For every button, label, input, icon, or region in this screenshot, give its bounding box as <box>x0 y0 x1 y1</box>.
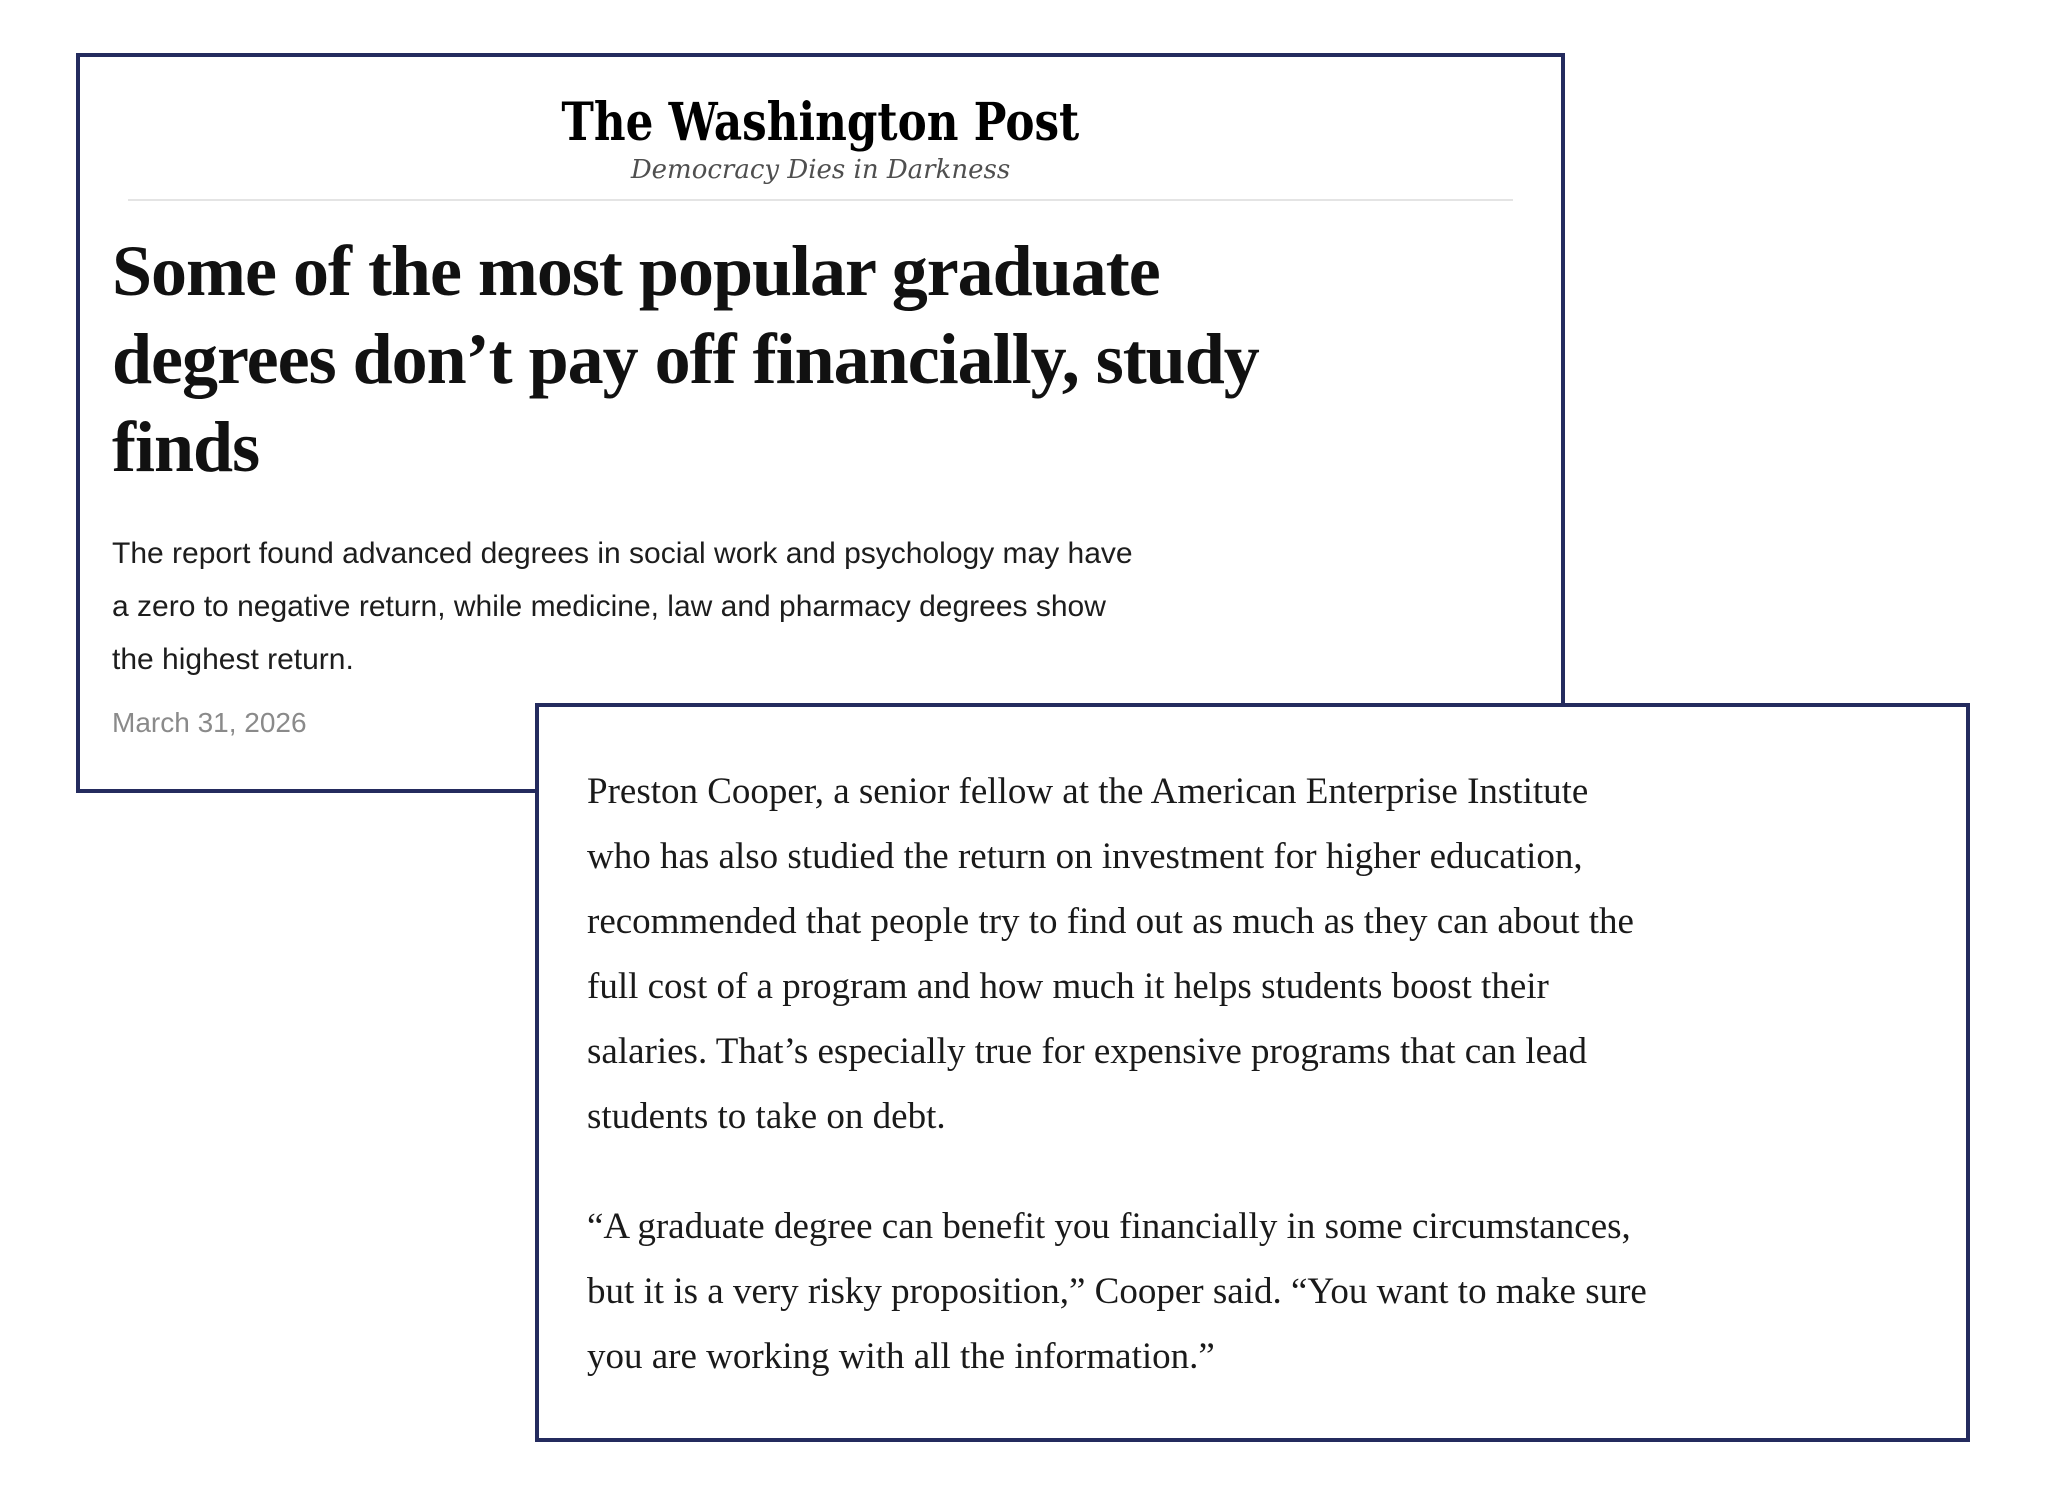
article-subheadline <box>112 527 1529 686</box>
headline-line: Some of the most popular graduate <box>112 231 1160 311</box>
article-headline <box>112 227 1529 491</box>
body-text-line: recommended that people try to find out as much as they can about the <box>587 901 1634 942</box>
headline-card <box>76 53 1565 793</box>
excerpt-card <box>535 703 1970 1442</box>
subheadline-line: the highest return. <box>112 643 354 676</box>
body-text-line: students to take on debt. <box>587 1096 946 1137</box>
subheadline-line: The report found advanced degrees in social work and psychology may have <box>112 537 1133 570</box>
body-text-line: “A graduate degree can benefit you financially in some circumstances, <box>587 1206 1631 1247</box>
subheadline-line: a zero to negative return, while medicine, law and pharmacy degrees show <box>112 590 1106 623</box>
masthead-tagline: Democracy Dies in Darkness <box>630 155 1011 185</box>
masthead-block <box>112 93 1529 185</box>
body-text-line: but it is a very risky proposition,” Cooper said. “You want to make sure <box>587 1271 1647 1312</box>
washington-post-masthead: The Washington Post <box>561 92 1080 153</box>
body-text-line: salaries. That’s especially true for expensive programs that can lead <box>587 1031 1587 1072</box>
article-date: March 31, 2026 <box>112 707 307 738</box>
headline-line: degrees don’t pay off financially, study <box>112 319 1259 399</box>
excerpt-paragraph-1 <box>587 759 1918 1149</box>
body-text-line: you are working with all the information.” <box>587 1336 1215 1377</box>
body-text-line: who has also studied the return on investment for higher education, <box>587 836 1583 877</box>
body-text-line: full cost of a program and how much it helps students boost their <box>587 966 1549 1007</box>
masthead-divider <box>128 199 1513 201</box>
body-text-line: Preston Cooper, a senior fellow at the American Enterprise Institute <box>587 771 1589 812</box>
excerpt-paragraph-2 <box>587 1194 1918 1389</box>
headline-line: finds <box>112 407 260 487</box>
